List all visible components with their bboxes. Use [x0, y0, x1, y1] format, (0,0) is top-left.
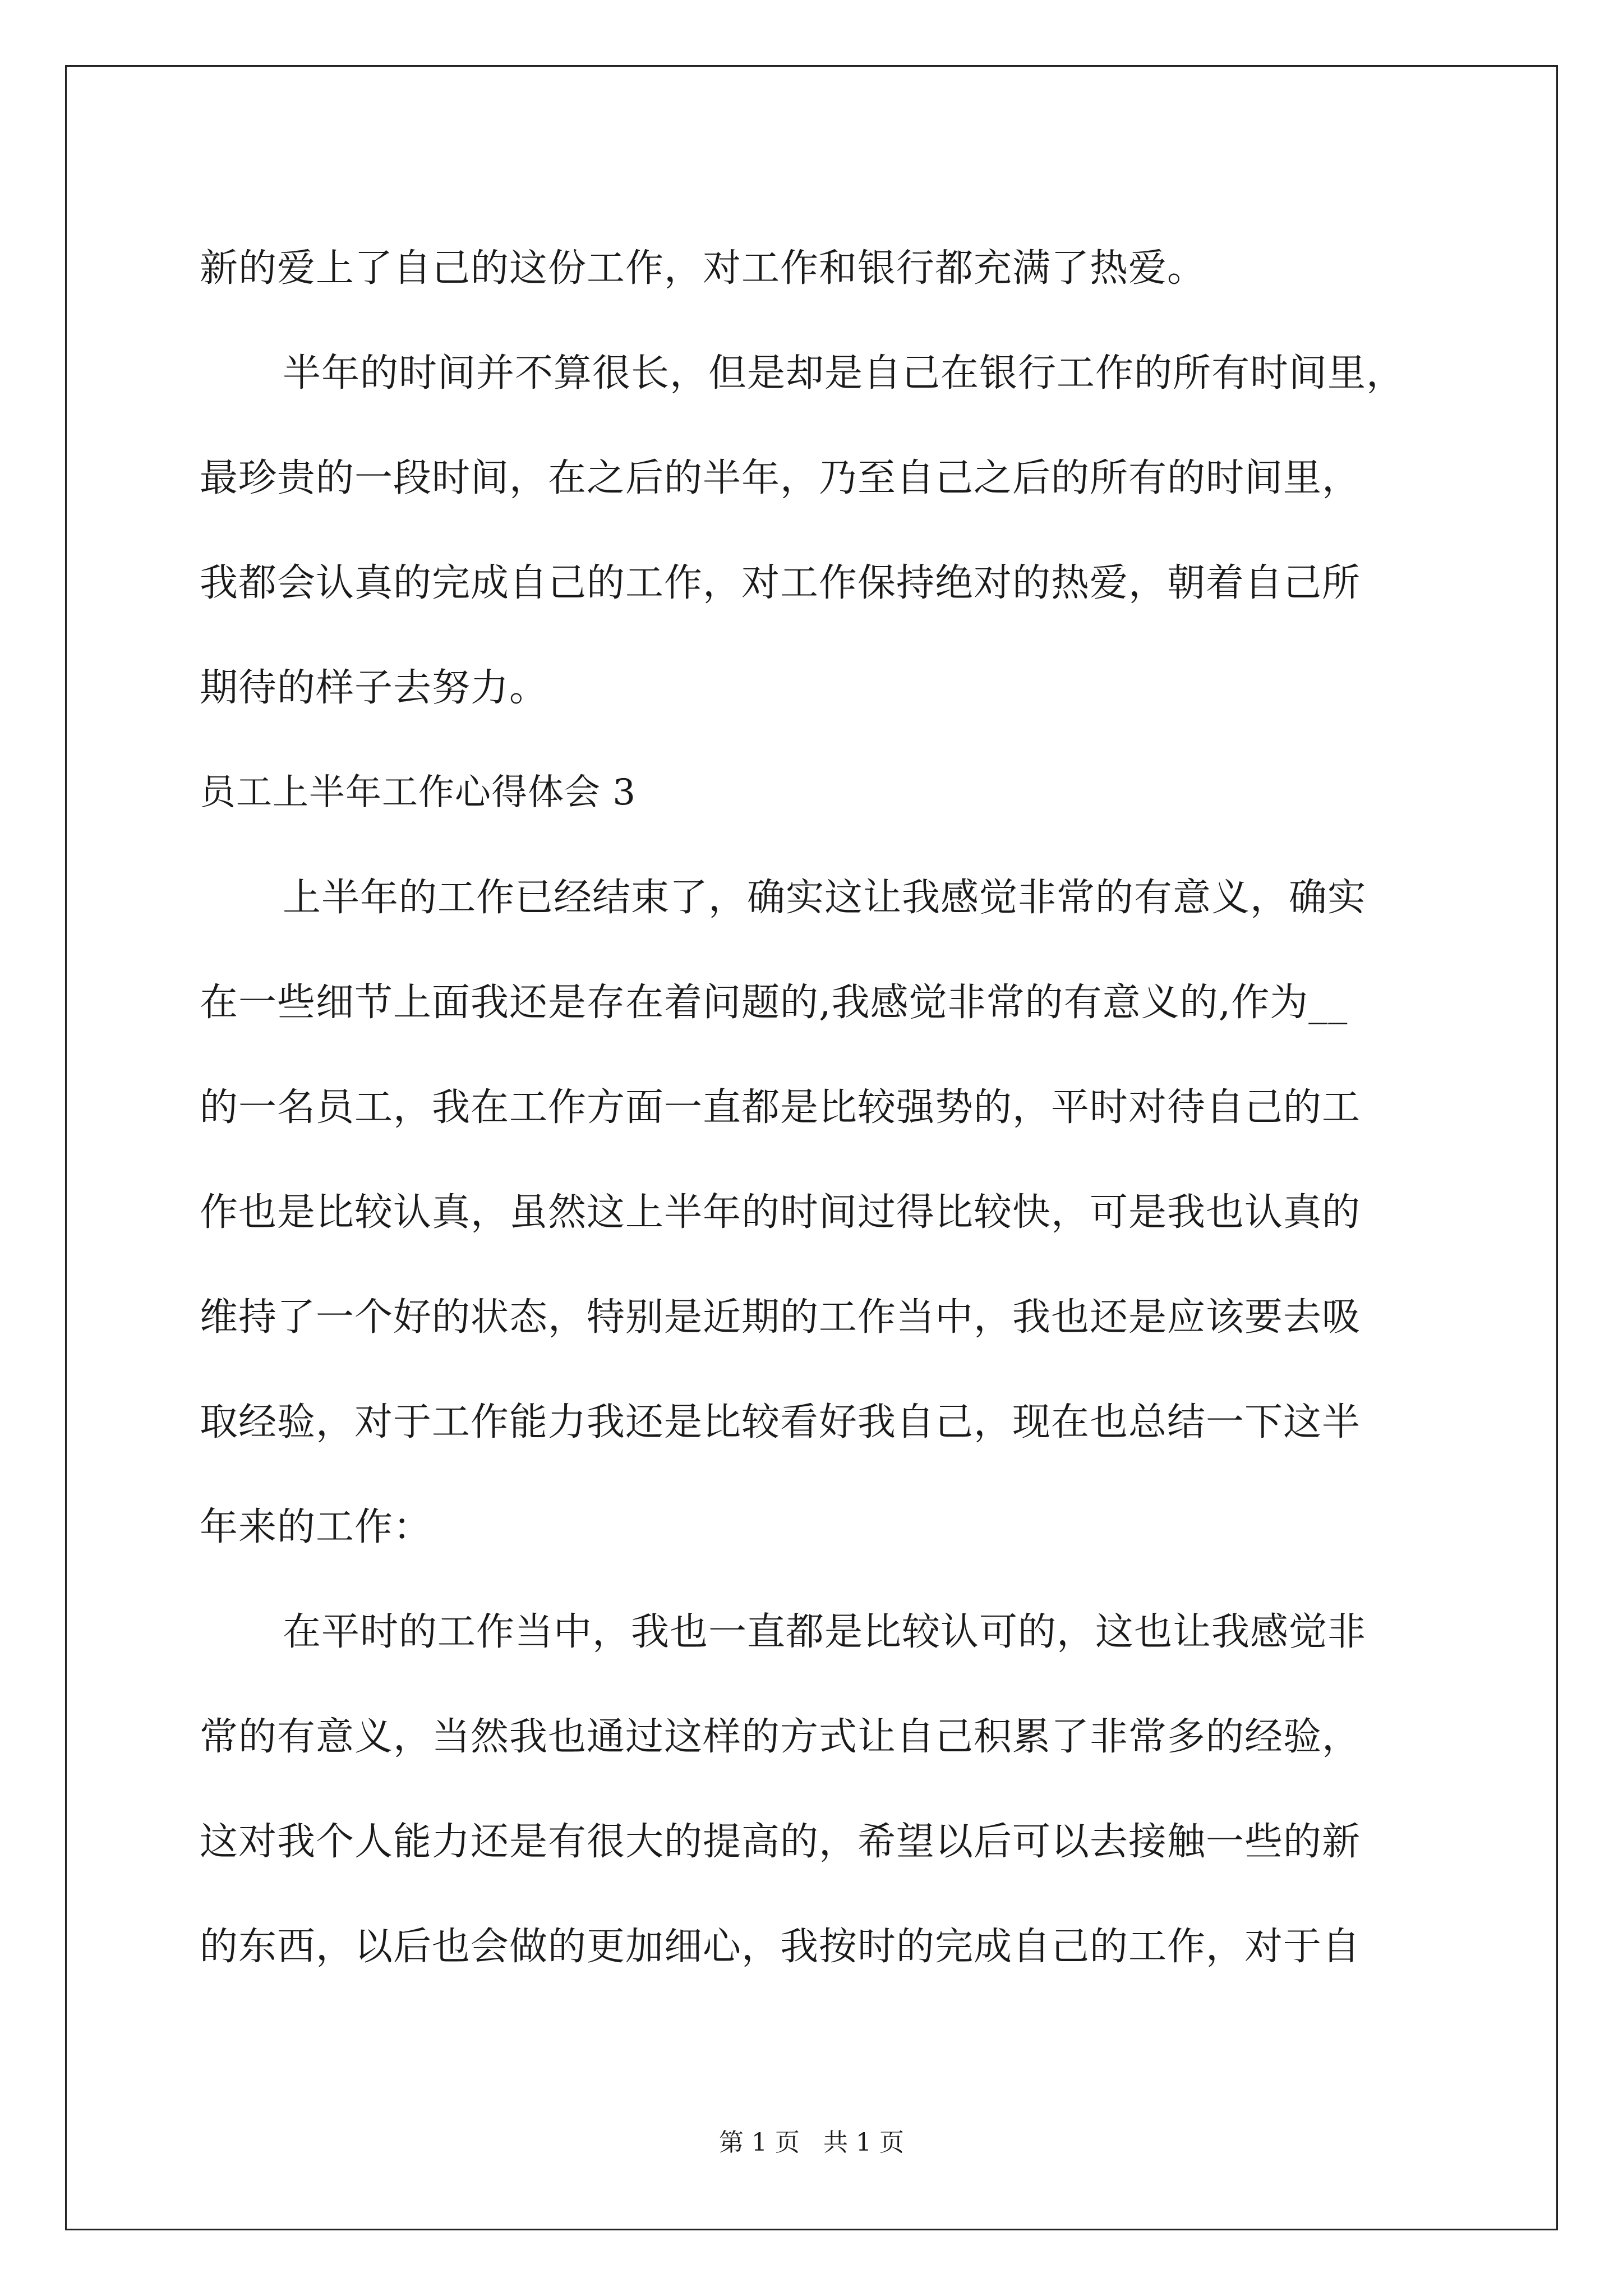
page-footer: 第 1 页 共 1 页	[719, 2128, 904, 2157]
paragraph-line: 的东西，以后也会做的更加细心，我按时的完成自己的工作，对于自	[200, 1925, 1361, 1969]
paragraph-line: 年来的工作：	[200, 1505, 432, 1549]
paragraph-line: 期待的样子去努力。	[200, 666, 548, 710]
section-heading: 员工上半年工作心得体会 3	[200, 772, 637, 813]
paragraph-line: 新的爱上了自己的这份工作，对工作和银行都充满了热爱。	[200, 246, 1206, 291]
paragraph-line: 在一些细节上面我还是存在着问题的,我感觉非常的有意义的,作为__	[200, 981, 1348, 1025]
paragraph-line: 最珍贵的一段时间，在之后的半年，乃至自己之后的所有的时间里，	[200, 456, 1361, 500]
paragraph-line: 半年的时间并不算很长，但是却是自己在银行工作的所有时间里，	[283, 351, 1405, 395]
paragraph-line: 常的有意义，当然我也通过这样的方式让自己积累了非常多的经验，	[200, 1715, 1361, 1759]
document-body	[200, 216, 1433, 1999]
paragraph-line: 上半年的工作已经结束了，确实这让我感觉非常的有意义，确实	[283, 876, 1367, 920]
paragraph-line: 取经验，对于工作能力我还是比较看好我自己，现在也总结一下这半	[200, 1400, 1361, 1444]
paragraph-line: 在平时的工作当中，我也一直都是比较认可的，这也让我感觉非	[283, 1610, 1367, 1654]
paragraph-line: 作也是比较认真，虽然这上半年的时间过得比较快，可是我也认真的	[200, 1190, 1361, 1235]
paragraph-line: 的一名员工，我在工作方面一直都是比较强势的，平时对待自己的工	[200, 1085, 1361, 1130]
paragraph-line: 维持了一个好的状态，特别是近期的工作当中，我也还是应该要去吸	[200, 1295, 1361, 1340]
paragraph-line: 这对我个人能力还是有很大的提高的，希望以后可以去接触一些的新	[200, 1820, 1361, 1864]
paragraph-line: 我都会认真的完成自己的工作，对工作保持绝对的热爱，朝着自己所	[200, 561, 1361, 605]
